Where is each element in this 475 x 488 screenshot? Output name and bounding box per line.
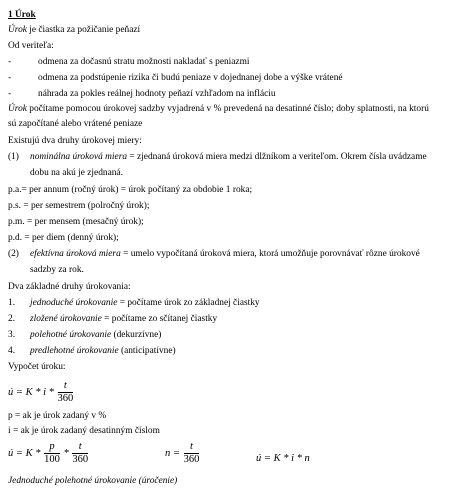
type-item-text: = počítame zo sčítanej čiastky [101,314,218,324]
type-item-number: 3. [8,330,16,340]
bullet-dash: - [8,73,12,83]
formula-interest-percent [8,441,89,466]
p-definition: p = ak je úrok zadaný v % [8,411,107,421]
type-item-number: 4. [8,346,16,356]
formula-lhs: ú = K * [8,447,41,459]
period-line: p.s. = per semestrem (polročný úrok); [8,201,150,211]
fraction [72,441,88,466]
definition-term: Úrok [8,25,27,35]
i-definition: i = ak je úrok zadaný desatinným číslom [8,426,160,436]
type-item [8,330,162,341]
definition-text: je čiastka za požičanie peňazí [26,25,141,35]
type-item-number: 2. [8,314,16,324]
fraction [184,441,200,466]
creditor-item-text: náhrada za pokles reálnej hodnoty peňazí vzhľadom na infláciu [38,89,276,99]
fraction-numerator: t [72,441,88,454]
types-intro: Dva základné druhy úrokovania: [8,282,131,292]
definition-line [8,25,140,36]
type-item-term: predlehotné úrokovanie [30,346,119,356]
type-item-text: (dekurzívne) [111,330,162,340]
type-item-number: 1. [8,298,16,308]
fraction-denominator: 360 [183,454,200,465]
bullet-dash: - [8,89,12,99]
rate-item-term: nominálna úroková miera [30,152,128,162]
formula-lhs: n = [165,447,180,459]
footer-caption: Jednoduché polehotné úrokovanie (úročenie) [8,476,178,486]
type-item-term: polehotné úrokovanie [30,330,112,340]
calc-text-1: počítame pomocou úrokovej sadzby vyjadrená v % prevedená na desatinné číslo; doby splatnosti, na ktorú [26,104,429,114]
type-item-text: (anticipatívne) [118,346,176,356]
rate-item-1 [8,152,427,163]
rate-item-2 [8,249,420,260]
creditor-intro: Od veriteľa: [8,41,54,51]
calc-line-1 [8,104,429,115]
fraction-denominator: 100 [44,454,60,465]
fraction-denominator: 360 [57,393,74,404]
fraction [44,441,60,466]
section-heading: 1 Úrok [8,10,36,20]
creditor-item-text: odmena za dočasnú stratu možnosti nakladať s peniazmi [38,57,250,67]
rates-intro: Existujú dva druhy úrokovej miery: [8,136,142,146]
rate-item-text: = umelo vypočítaná úroková miera, ktorá umožňuje porovnávať rôzne úrokové [120,249,420,259]
fraction-numerator: t [184,441,200,454]
formula-interest-n: ú = K * i * n [256,453,310,464]
rate-item-text: = zjednaná úroková miera medzi dlžníkom a veriteľom. Okrem čísla uvádzame [127,152,427,162]
rate-item-number: (1) [8,152,19,162]
fraction [58,380,74,405]
type-item [8,298,260,309]
rate-item-number: (2) [8,249,19,259]
rate-item-term: efektívna úroková miera [30,249,121,259]
formula-interest-basic [8,380,74,405]
creditor-item-text: odmena za podstúpenie rizika či budú peniaze v dojednanej dobe a výške vrátené [38,73,343,83]
type-item-text: = počítame úrok zo základnej čiastky [117,298,260,308]
fraction-numerator: p [44,441,60,454]
formula-operator: * [63,447,69,459]
formula-lhs: ú = K * i * [8,386,54,398]
type-item [8,346,176,357]
formula-period [165,441,200,466]
calc-line-2: sú započítané alebo vrátené peniaze [8,119,143,129]
rate-item-2-cont: sadzby za rok. [30,265,84,275]
period-line: p.m. = per mensem (mesačný úrok); [8,217,144,227]
type-item-term: jednoduché úrokovanie [30,298,118,308]
formulas-intro: Vypočet úroku: [8,362,66,372]
bullet-dash: - [8,57,12,67]
rate-item-1-cont: dobu na akú je zjednaná. [30,168,123,178]
fraction-denominator: 360 [72,454,89,465]
period-line: p.d. = per diem (denný úrok); [8,233,119,243]
type-item-term: zložené úrokovanie [30,314,102,324]
period-line: p.a.= per annum (ročný úrok) = úrok počítaný za obdobie 1 roka; [8,185,253,195]
fraction-numerator: t [58,380,74,393]
type-item [8,314,218,325]
calc-term: Úrok [8,104,27,114]
